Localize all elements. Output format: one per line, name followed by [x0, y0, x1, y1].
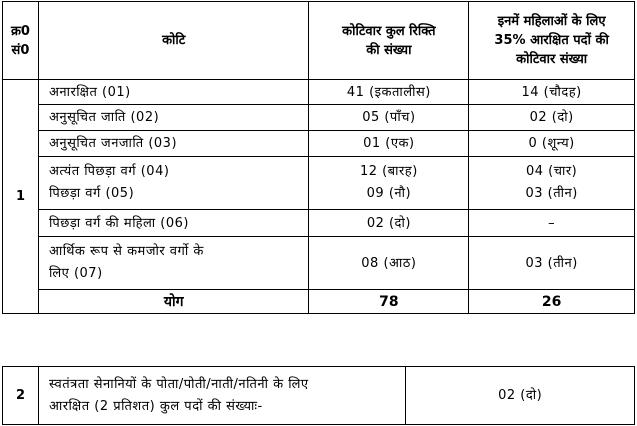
vacancy-line: 09 (नौ)	[366, 186, 412, 201]
header-women-line3: कोटिवार संख्या	[516, 52, 588, 67]
table-row	[3, 210, 635, 237]
header-sr-line1: क्र0	[10, 23, 30, 39]
category-line: अत्यंत पिछड़ा वर्ग (04)	[48, 164, 170, 179]
table-row	[3, 105, 635, 131]
category-line: पिछड़ा वर्ग (05)	[48, 186, 135, 201]
header-women-line1: इनमें महिलाओं के लिए	[497, 14, 606, 29]
vacancy-cell: 02 (दो)	[309, 210, 469, 237]
section1-serial: 1	[3, 80, 39, 314]
header-vacancies	[309, 2, 469, 80]
header-sr-line2: सं0	[11, 42, 30, 58]
vacancy-cell	[309, 157, 469, 210]
total-row	[3, 290, 635, 314]
women-cell: 14 (चौदह)	[469, 80, 635, 105]
category-cell: पिछड़ा वर्ग की महिला (06)	[38, 210, 309, 237]
women-cell: 03 (तीन)	[469, 237, 635, 290]
total-women: 26	[469, 290, 635, 314]
description-line: स्वतंत्रता सेनानियों के पोता/पोती/नाती/नतिनी के लिए	[48, 376, 309, 392]
freedom-fighter-table	[2, 366, 635, 425]
vacancy-table	[2, 1, 635, 314]
category-line: लिए (07)	[48, 266, 103, 281]
header-vacancies-line2: की संख्या	[366, 42, 412, 58]
women-cell	[469, 157, 635, 210]
category-cell: अनारक्षित (01)	[38, 80, 309, 105]
total-vacancies: 78	[309, 290, 469, 314]
section2-value: 02 (दो)	[406, 367, 635, 425]
vacancy-cell: 08 (आठ)	[309, 237, 469, 290]
header-row	[3, 2, 635, 80]
header-women	[469, 2, 635, 80]
table-row	[3, 80, 635, 105]
description-line: आरक्षित (2 प्रतिशत) कुल पदों की संख्याः-	[48, 398, 263, 414]
section2-description	[38, 367, 405, 425]
total-label: योग	[38, 290, 309, 314]
vacancy-cell: 05 (पाँच)	[309, 105, 469, 131]
women-cell: 0 (शून्य)	[469, 131, 635, 157]
header-category: कोटि	[38, 2, 309, 80]
category-line: आर्थिक रूप से कमजोर वर्गो के	[48, 244, 204, 259]
women-cell: 02 (दो)	[469, 105, 635, 131]
table-row	[3, 237, 635, 290]
table-row	[3, 157, 635, 210]
category-cell	[38, 237, 309, 290]
category-cell: अनुसूचित जाति (02)	[38, 105, 309, 131]
vacancy-cell: 01 (एक)	[309, 131, 469, 157]
header-sr	[3, 2, 39, 80]
women-line: 03 (तीन)	[525, 186, 578, 201]
header-vacancies-line1: कोटिवार कुल रिक्ति	[342, 23, 436, 39]
vacancy-line: 12 (बारह)	[359, 164, 418, 179]
vacancy-cell: 41 (इकतालीस)	[309, 80, 469, 105]
women-cell: –	[469, 210, 635, 237]
category-cell	[38, 157, 309, 210]
header-women-line2: 35% आरक्षित पदों की	[494, 33, 609, 48]
table-row	[3, 131, 635, 157]
category-cell: अनुसूचित जनजाति (03)	[38, 131, 309, 157]
table-row	[3, 367, 635, 425]
women-line: 04 (चार)	[525, 164, 578, 179]
section2-serial: 2	[3, 367, 39, 425]
